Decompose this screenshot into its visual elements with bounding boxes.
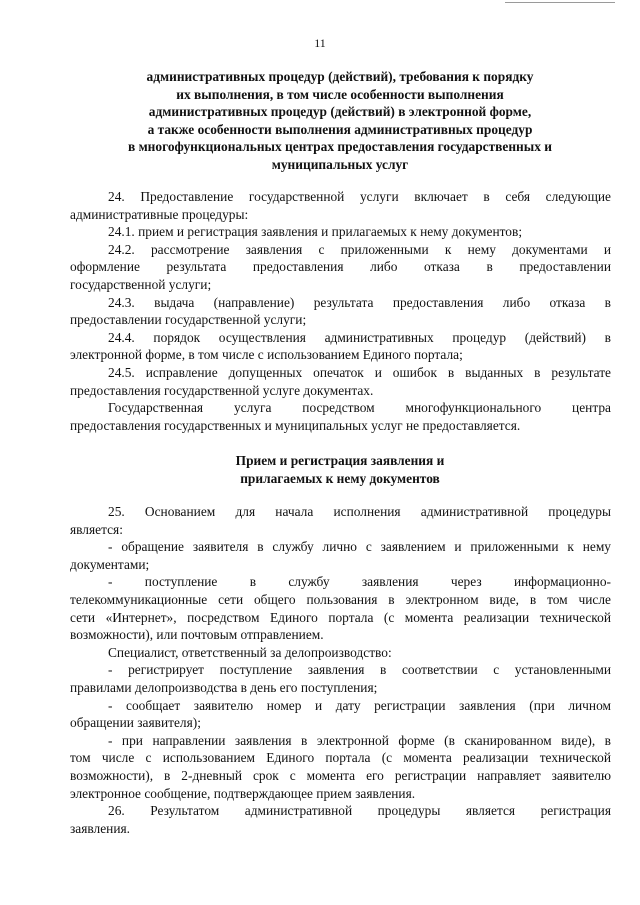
paragraph (70, 573, 611, 643)
text-line: - регистрирует поступление заявления в соответствии с установленными (108, 662, 611, 678)
text-line: 24.4. порядок осуществления административных процедур (действий) в (108, 329, 611, 345)
heading-line: Прием и регистрация заявления и (235, 453, 445, 468)
text-line: возможности), или почтовым отправлением. (70, 627, 324, 643)
text-line: 25. Основанием для начала исполнения административной процедуры (108, 504, 611, 519)
text-line: 24.5. исправление допущенных опечаток и ошибок в выданных в результате (108, 364, 611, 380)
heading-line: административных процедур (действий) в электронной форме, (148, 104, 532, 119)
paragraph (70, 644, 611, 662)
text-line: сети «Интернет», посредством Единого портала (с момента реализации технической (70, 609, 611, 625)
paragraph (70, 538, 611, 573)
text-line: заявления. (70, 820, 131, 836)
paragraph (70, 364, 611, 399)
text-line: том числе с использованием Единого портала (с момента реализации технической (70, 750, 611, 766)
heading-line: прилагаемых к нему документов (240, 470, 440, 486)
section-heading-procedures (70, 68, 610, 173)
paragraph (70, 503, 611, 538)
text-line: - поступление в службу заявления через информационно- (108, 574, 611, 590)
paragraph (70, 241, 611, 294)
text-line: 24. Предоставление государственной услуги включает в себя следующие (108, 189, 611, 204)
text-line: возможности), в 2-дневный срок с момента его регистрации направляет заявителю (70, 767, 611, 783)
text-line: 26. Результатом административной процедуры является регистрация (108, 803, 611, 819)
heading-line: административных процедур (действий), требования к порядку (146, 69, 534, 84)
text-line: государственной услуги; (70, 276, 212, 292)
page-number: 11 (314, 36, 326, 50)
section-body-reception (70, 503, 611, 837)
paragraph (70, 697, 611, 732)
paragraph (70, 294, 611, 329)
text-line: оформление результата предоставления либо отказа в предоставлении (70, 259, 611, 275)
text-line: телекоммуникационные сети общего пользования в электронном виде, в том числе (70, 591, 611, 607)
heading-line: муниципальных услуг (271, 156, 409, 172)
paragraph (70, 802, 611, 837)
text-line: является: (70, 521, 123, 537)
paragraph (70, 661, 611, 696)
text-line: - обращение заявителя в службу лично с заявлением и приложенными к нему (108, 539, 611, 555)
text-line: 24.1. прием и регистрация заявления и прилагаемых к нему документов; (108, 224, 523, 240)
heading-line: в многофункциональных центрах предоставления государственных и (127, 139, 552, 154)
text-line: административные процедуры: (70, 206, 249, 222)
text-line: предоставления государственных и муниципальных услуг не предоставляется. (70, 417, 521, 433)
paragraph (70, 399, 611, 434)
text-line: предоставления государственной услуге документах. (70, 382, 374, 398)
text-line: электронное сообщение, подтверждающее прием заявления. (70, 785, 416, 801)
text-line: обращении заявителя); (70, 715, 201, 731)
text-line: Специалист, ответственный за делопроизводство: (108, 644, 392, 660)
heading-line: их выполнения, в том числе особенности выполнения (176, 86, 504, 102)
paragraph (70, 732, 611, 802)
text-line: - сообщает заявителю номер и дату регистрации заявления (при личном (108, 697, 611, 713)
text-line: правилами делопроизводства в день его поступления; (70, 679, 378, 695)
top-rule (505, 2, 615, 3)
text-line: 24.3. выдача (направление) результата предоставления либо отказа в (108, 294, 611, 310)
paragraph (70, 223, 611, 241)
text-line: предоставлении государственной услуги; (70, 312, 307, 328)
text-line: 24.2. рассмотрение заявления с приложенными к нему документами и (108, 241, 611, 257)
heading-line: а также особенности выполнения административных процедур (147, 121, 533, 137)
text-line: документами; (70, 556, 150, 572)
section-heading-reception (70, 452, 610, 487)
text-line: Государственная услуга посредством многофункционального центра (108, 400, 611, 416)
text-line: - при направлении заявления в электронной форме (в сканированном виде), в (108, 732, 611, 748)
paragraph (70, 329, 611, 364)
section-body-procedures (70, 188, 611, 434)
text-line: электронной форме, в том числе с использованием Единого портала; (70, 347, 463, 363)
paragraph (70, 188, 611, 223)
